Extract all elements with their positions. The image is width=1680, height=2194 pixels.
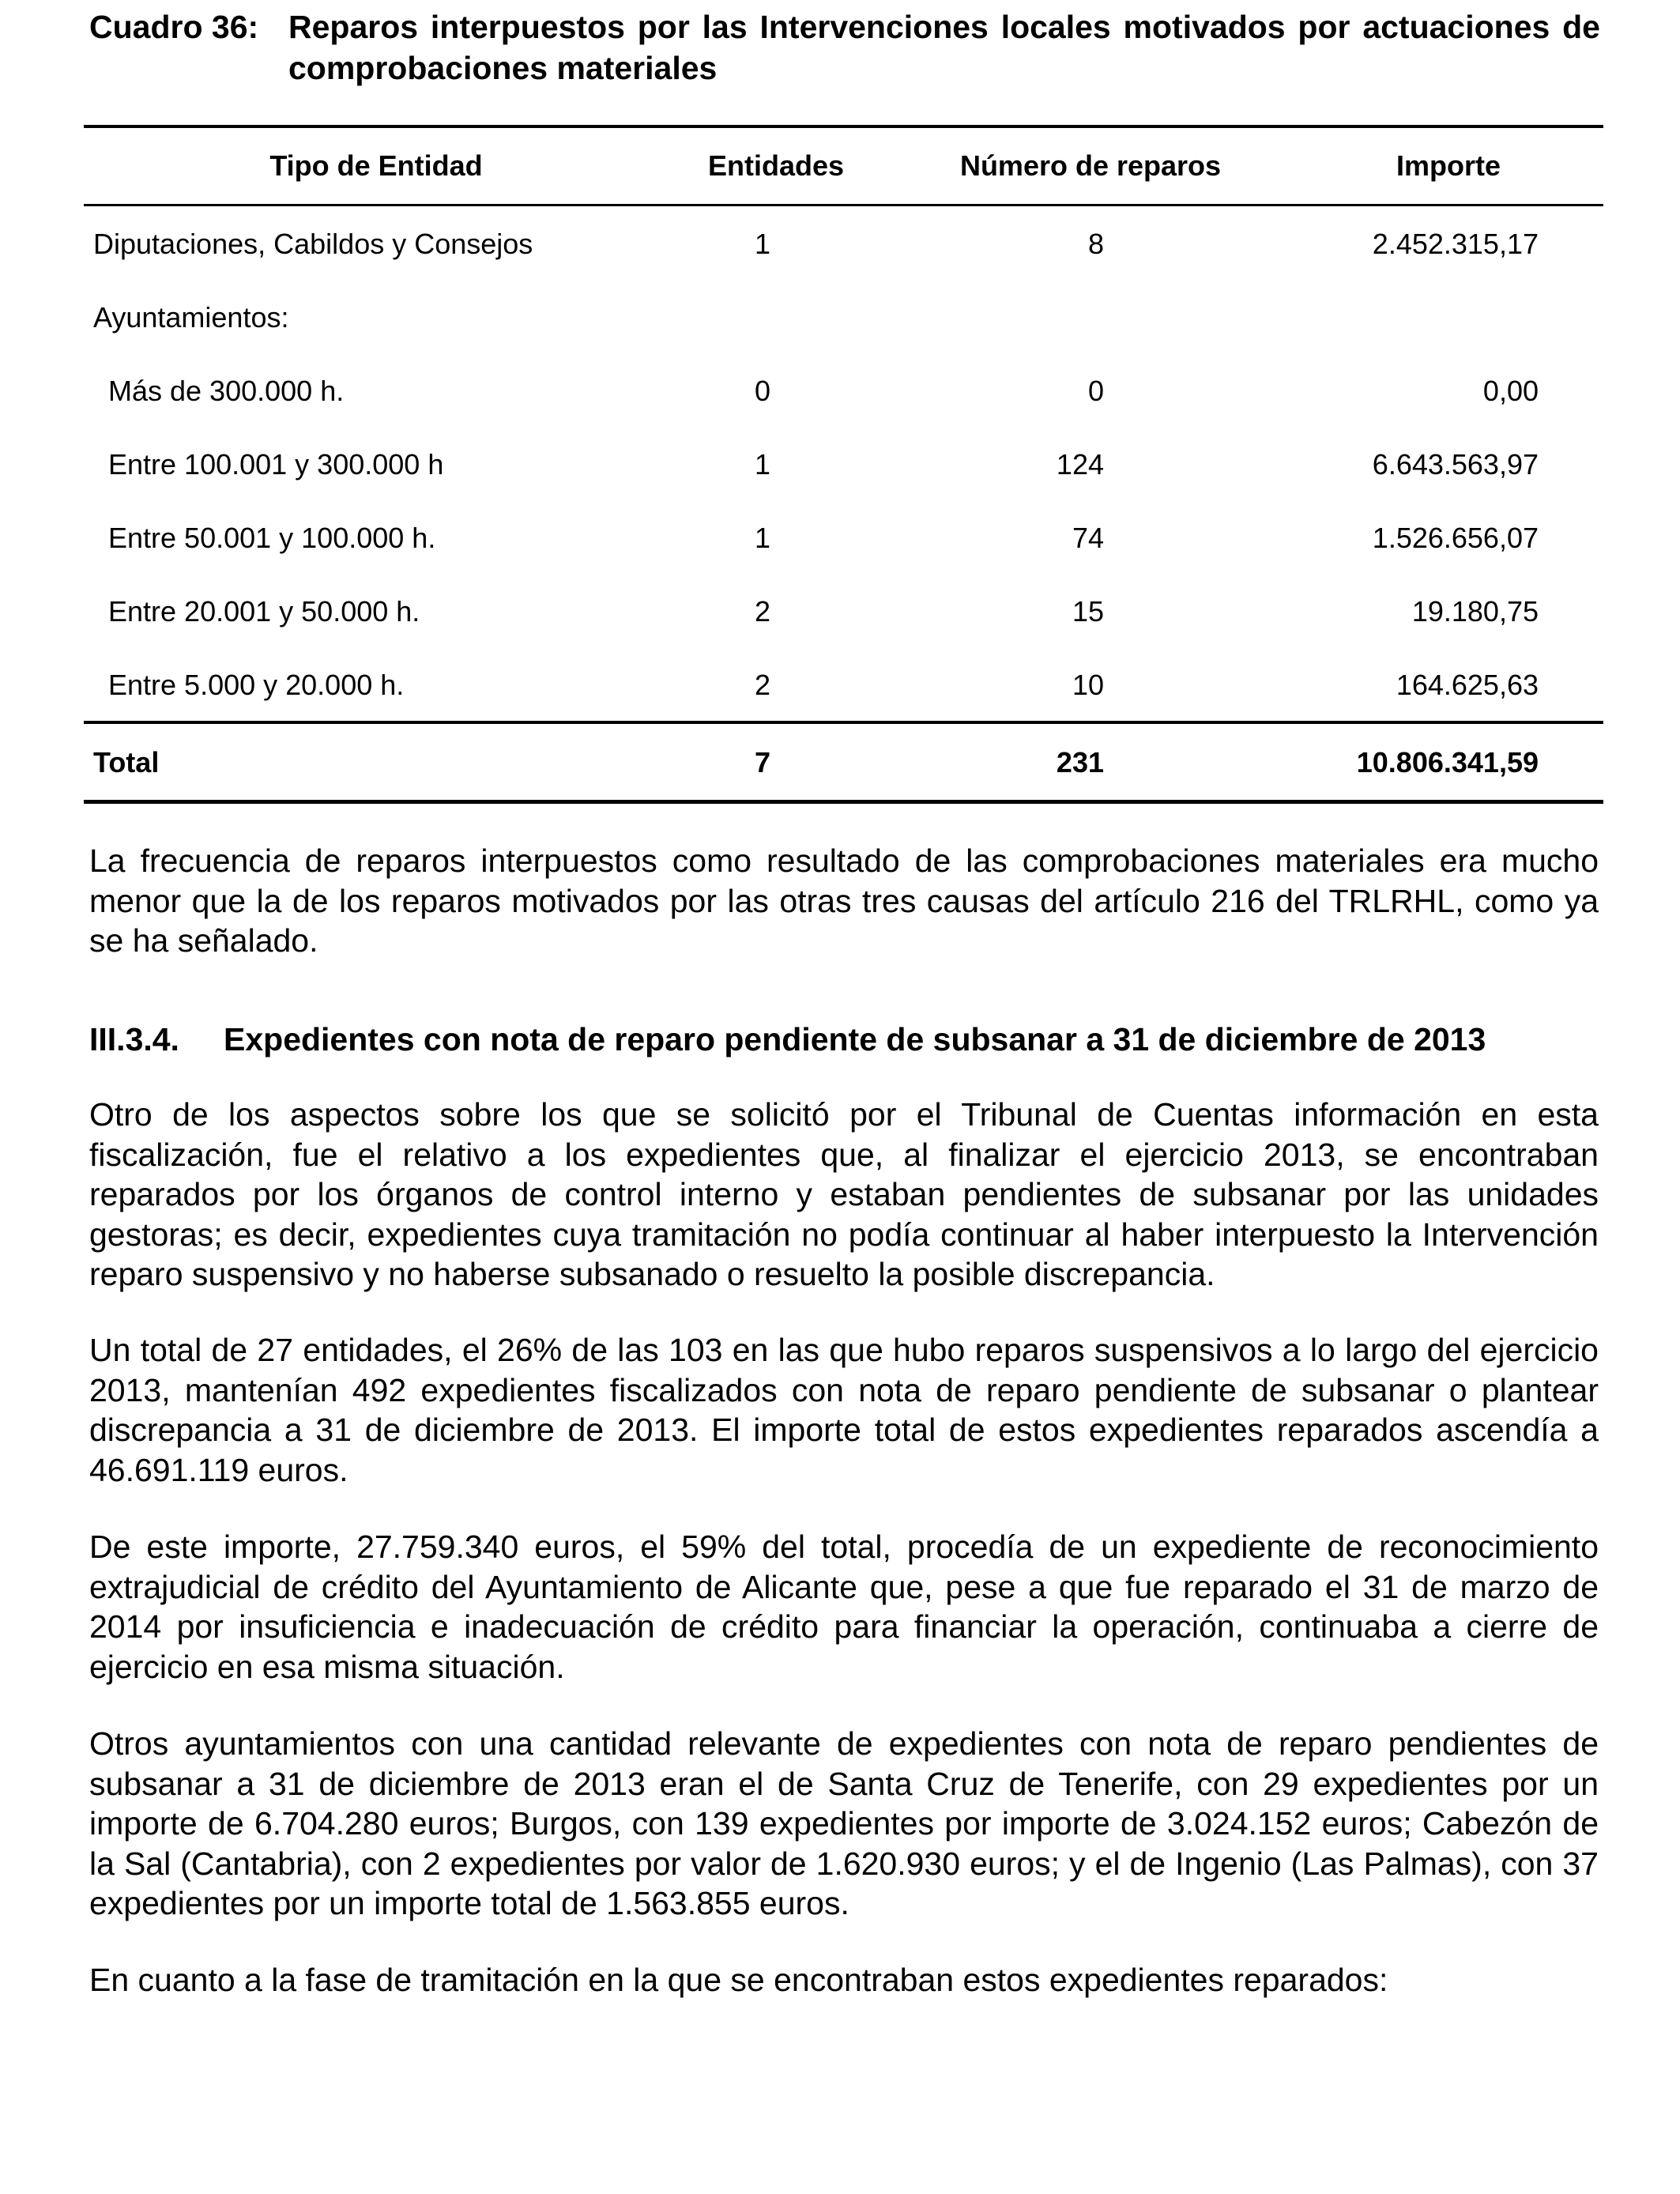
caption-label: Cuadro 36: (89, 9, 259, 45)
row-label: Más de 300.000 h. (108, 375, 345, 407)
section-title: Expedientes con nota de reparo pendiente de subsanar a 31 de diciembre de 2013 (224, 1021, 1486, 1057)
row-entidades: 1 (754, 522, 771, 554)
header-tipo-entidad: Tipo de Entidad (269, 149, 483, 182)
row-importe: 164.625,63 (1396, 669, 1539, 701)
row-reparos: 8 (1087, 228, 1104, 260)
total-reparos: 231 (1056, 746, 1104, 778)
row-entidades: 0 (754, 375, 771, 407)
row-importe: 0,00 (1482, 375, 1539, 407)
row-label: Entre 50.001 y 100.000 h. (108, 522, 436, 554)
paragraph: En cuanto a la fase de tramitación en la que se encontraban estos expedientes reparados: (89, 1962, 1388, 1998)
header-entidades: Entidades (707, 149, 845, 182)
row-label: Entre 100.001 y 300.000 h (108, 448, 444, 481)
row-entidades: 1 (754, 448, 771, 481)
section-heading (89, 1020, 1486, 1059)
paragraph: De este importe, 27.759.340 euros, el 59% del total, procedía de un expediente de reconocimiento extrajudicial de crédito del Ayuntamiento de Alicante que, pese a que fue reparado el 31 de marzo de 2014 por insuficiencia e inadecuación de crédito para financiar la operación, continuaba a cierre de ejercicio en esa misma situación. (89, 1529, 1599, 1685)
row-entidades: 2 (754, 595, 771, 628)
table-top-rule (84, 125, 1603, 128)
table-total-top-rule (84, 721, 1603, 724)
row-label: Entre 5.000 y 20.000 h. (108, 669, 405, 701)
row-reparos: 124 (1056, 448, 1104, 481)
total-entidades: 7 (754, 746, 771, 778)
row-reparos: 10 (1072, 669, 1104, 701)
header-numero-reparos: Número de reparos (959, 149, 1222, 182)
total-importe: 10.806.341,59 (1356, 746, 1539, 778)
row-importe: 2.452.315,17 (1372, 228, 1539, 260)
row-entidades: 1 (754, 228, 771, 260)
paragraph: La frecuencia de reparos interpuestos como resultado de las comprobaciones materiales era mucho menor que la de los reparos motivados por las otras tres causas del artículo 216 del TRLRHL, como ya se ha señalado. (89, 843, 1599, 959)
row-reparos: 0 (1087, 375, 1104, 407)
total-label: Total (93, 746, 160, 778)
row-importe: 19.180,75 (1411, 595, 1539, 628)
paragraph: Un total de 27 entidades, el 26% de las 103 en las que hubo reparos suspensivos a lo largo del ejercicio 2013, mantenían 492 expedientes fiscalizados con nota de reparo pendiente de subsanar o plantear discrepancia a 31 de diciembre de 2013. El importe total de estos expedientes reparados ascendía a 46.691.119 euros. (89, 1332, 1599, 1488)
row-entidades: 2 (754, 669, 771, 701)
paragraph: Otros ayuntamientos con una cantidad relevante de expedientes con nota de reparo pendientes de subsanar a 31 de diciembre de 2013 eran el de Santa Cruz de Tenerife, con 29 expedientes por un importe de 6.704.280 euros; Burgos, con 139 expedientes por importe de 3.024.152 euros; Cabezón de la Sal (Cantabria), con 2 expedientes por valor de 1.620.930 euros; y el de Ingenio (Las Palmas), con 37 expedientes por un importe total de 1.563.855 euros. (89, 1725, 1599, 1922)
row-importe: 1.526.656,07 (1372, 522, 1539, 554)
row-reparos: 15 (1072, 595, 1104, 628)
row-label: Entre 20.001 y 50.000 h. (108, 595, 420, 628)
row-importe: 6.643.563,97 (1372, 448, 1539, 481)
section-number: III.3.4. (89, 1021, 179, 1057)
row-label: Ayuntamientos: (93, 301, 289, 334)
paragraph: Otro de los aspectos sobre los que se solicitó por el Tribunal de Cuentas información en esta fiscalización, fue el relativo a los expedientes que, al finalizar el ejercicio 2013, se encontraban reparados por los órganos de control interno y estaban pendientes de subsanar por las unidades gestoras; es decir, expedientes cuya tramitación no podía continuar al haber interpuesto la Intervención reparo suspensivo y no haberse subsanado o resuelto la posible discrepancia. (89, 1096, 1599, 1293)
table-header-rule (84, 204, 1603, 206)
row-reparos: 74 (1072, 522, 1104, 554)
caption-text: Reparos interpuestos por las Intervenciones locales motivados por actuaciones de comprobaciones materiales (288, 9, 1600, 86)
row-label: Diputaciones, Cabildos y Consejos (93, 228, 533, 260)
header-importe: Importe (1396, 149, 1501, 182)
table-bottom-rule (84, 800, 1603, 804)
